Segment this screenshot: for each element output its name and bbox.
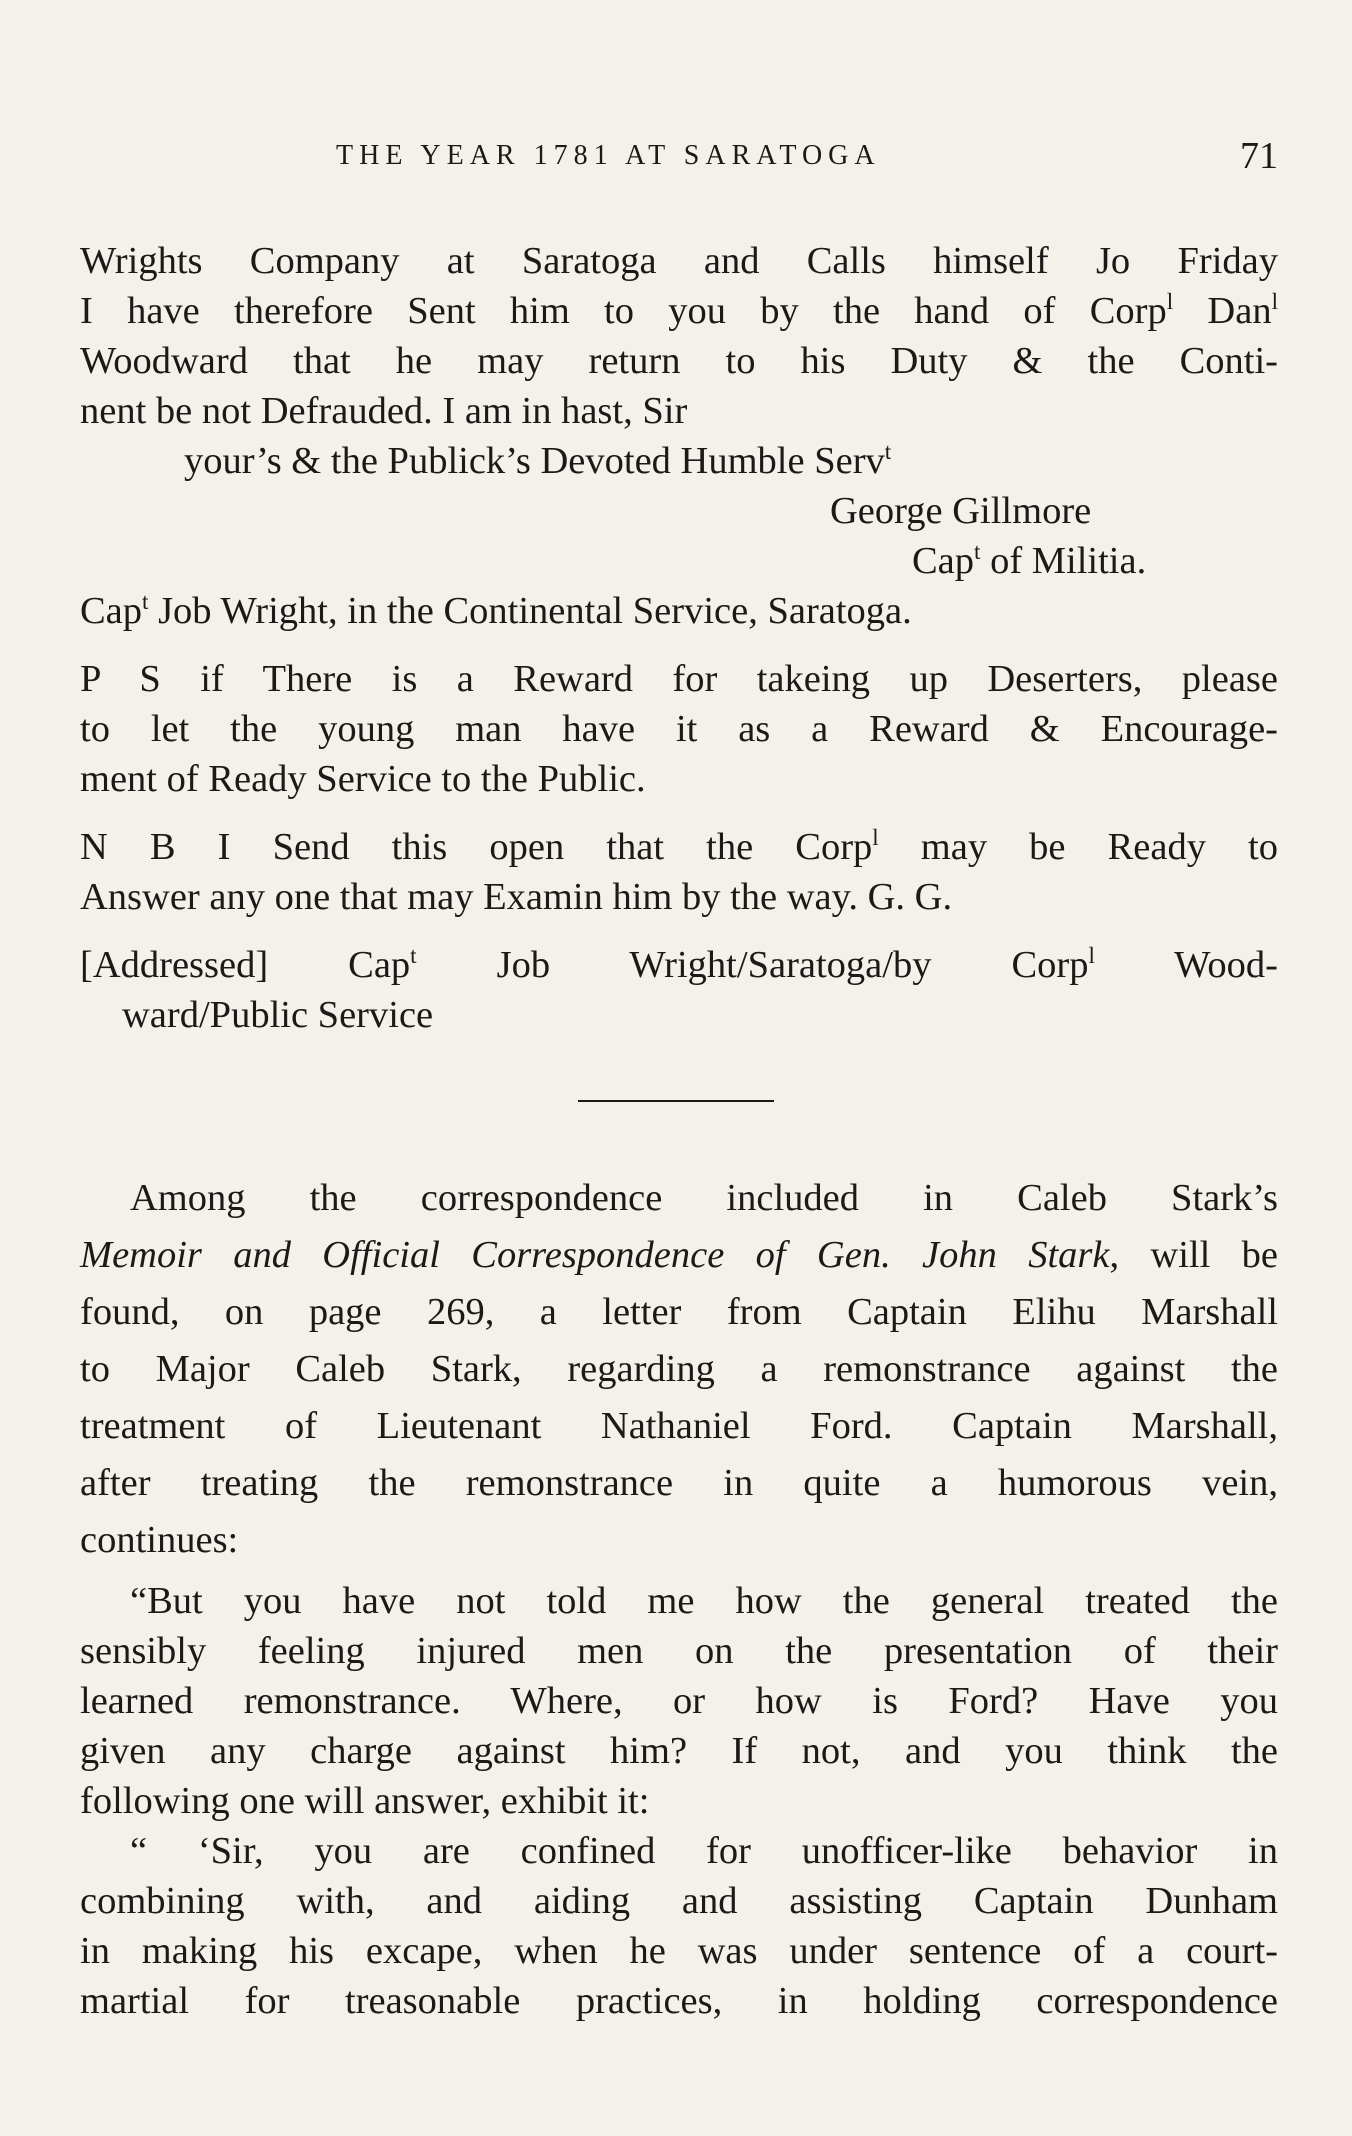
addressee: Cap$^t$ Job Wright, in the Continental Service, Saratoga. [80,588,912,632]
page-number: 71 [1240,135,1278,177]
quote-line: given any charge against him? If not, and you think the [80,1730,1278,1772]
book-title: Memoir and Official Correspondence of Gen. John Stark [80,1234,1110,1276]
quote-line: following one will answer, exhibit it: [80,1780,650,1822]
text-line: treatment of Lieutenant Nathaniel Ford. Captain Marshall, [80,1405,1278,1447]
text-line: to Major Caleb Stark, regarding a remonstrance against the [80,1348,1278,1390]
text-line: Woodward that he may return to his Duty & the Conti- [80,340,1278,382]
postscript-line: to let the young man have it as a Reward & Encourage- [80,708,1278,750]
quote-line: learned remonstrance. Where, or how is Ford? Have you [80,1680,1278,1722]
text-line: found, on page 269, a letter from Captain Elihu Marshall [80,1291,1278,1333]
section-divider [578,1100,774,1102]
letter-text [80,236,1278,1040]
postscript-line: P S if There is a Reward for takeing up Deserters, please [80,658,1278,700]
letter-closing: your’s & the Publick’s Devoted Humble Serv$^t$ [184,438,892,482]
text-line: continues: [80,1519,239,1561]
quote-line: “But you have not told me how the general treated the [130,1580,1278,1622]
text-line: I have therefore Sent him to you by the hand of Corp$^l$ Dan$^l$ [80,288,1278,332]
page-header [80,135,1278,180]
body-text [80,1170,1278,1569]
quotation-text [80,1576,1278,2026]
postscript-line: ment of Ready Service to the Public. [80,758,646,800]
text-line: Wrights Company at Saratoga and Calls himself Jo Friday [80,240,1278,282]
text-line: after treating the remonstrance in quite a humorous vein, [80,1462,1278,1504]
quote-line: “ ‘Sir, you are confined for unofficer-like behavior in [130,1830,1278,1872]
quote-line: sensibly feeling injured men on the presentation of their [80,1630,1278,1672]
quote-line: in making his excape, when he was under sentence of a court- [80,1930,1278,1972]
text-line: Memoir and Official Correspondence of Gen. John Stark, will be [80,1234,1278,1276]
quote-line: combining with, and aiding and assisting Captain Dunham [80,1880,1278,1922]
text-line: Among the correspondence included in Caleb Stark’s [130,1177,1278,1219]
quote-line: martial for treasonable practices, in holding correspondence [80,1980,1278,2022]
running-head: THE YEAR 1781 AT SARATOGA [336,140,881,171]
signature: George Gillmore [830,490,1092,532]
addressed-line: ward/Public Service [122,994,434,1036]
nota-bene-line: Answer any one that may Examin him by the way. G. G. [80,876,953,918]
signature-rank: Cap$^t$ of Militia. [912,538,1147,582]
nota-bene-line: N B I Send this open that the Corp$^l$ may be Ready to [80,824,1278,868]
text-line: nent be not Defrauded. I am in hast, Sir [80,390,688,432]
addressed-line: [Addressed] Cap$^t$ Job Wright/Saratoga/by Corp$^l$ Wood- [80,942,1278,986]
